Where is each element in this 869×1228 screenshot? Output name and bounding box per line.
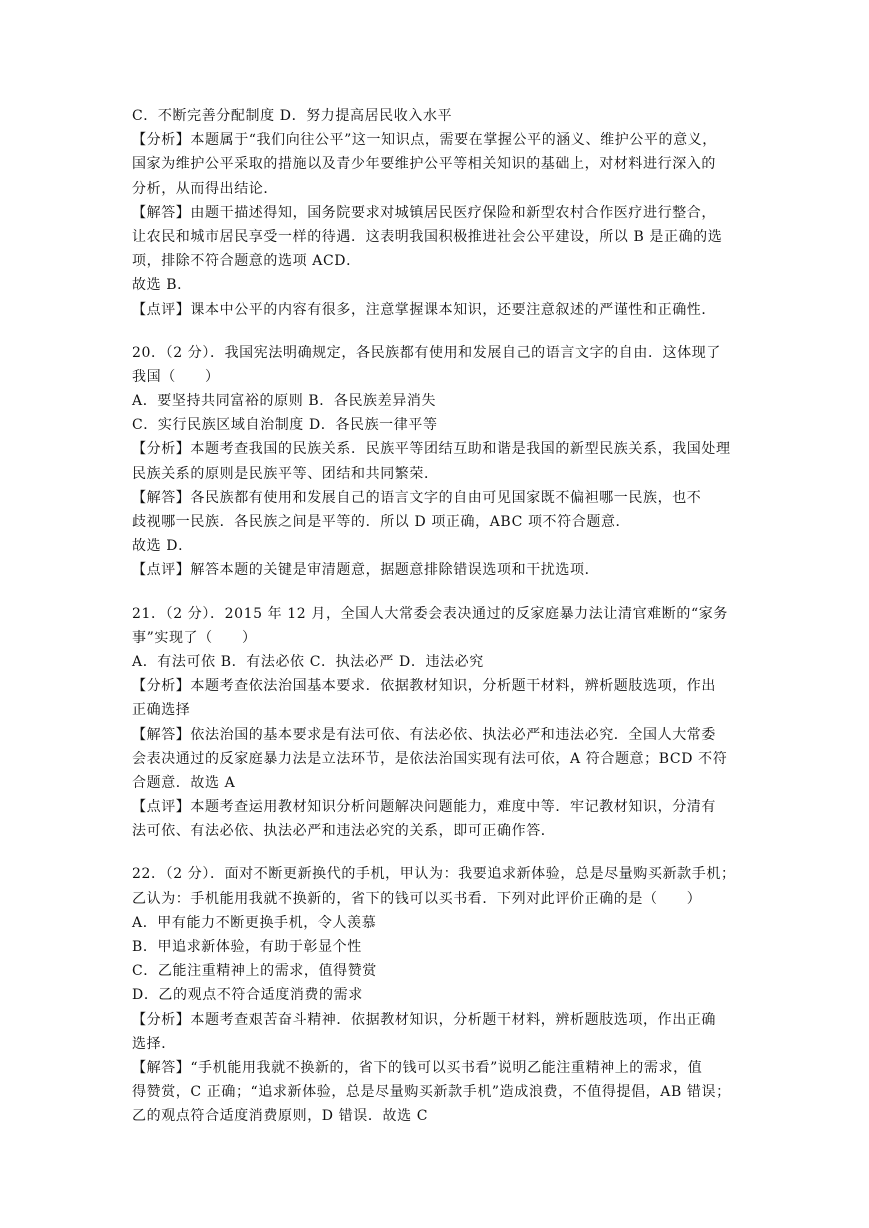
choice-line: 故选 D． [132,538,193,555]
text-line: 得赞赏，C 正确；“追求新体验，总是尽量购买新款手机”造成浪费，不值得提倡，AB 错误； [132,1084,731,1101]
comment-line: 【点评】本题考查运用教材知识分析问题解决问题能力，难度中等．牢记教材知识，分清有 [132,799,716,816]
option-line: B．甲追求新体验，有助于彰显个性 [132,939,362,955]
block-gap [132,583,749,602]
comment-line: 【点评】解答本题的关键是审清题意，据题意排除错误选项和干扰选项． [132,562,600,579]
text-line: 项，排除不符合题意的选项 ACD． [132,253,361,270]
text-line: 合题意．故选 A [132,774,236,791]
text-line: 法可依、有法必依、执法必严和违法必究的关系，即可正确作答． [132,823,556,840]
analysis-line: 【分析】本题考查艰苦奋斗精神．依据教材知识，分析题干材料，辨析题肢选项，作出正确 [132,1011,716,1028]
option-line: C．乙能注重精神上的需求，值得赞赏 [132,963,377,980]
option-line: A．要坚持共同富裕的原则 B．各民族差异消失 [132,393,437,410]
option-line: A．有法可依 B．有法必依 C．执法必严 D．违法必究 [132,653,484,670]
question-19-tail [132,104,749,322]
text-line: 正确选择 [132,702,191,719]
question-stem: 21．（2 分）．2015 年 12 月，全国人大常委会表决通过的反家庭暴力法让清官难断的“家务 [132,605,728,622]
question-stem: 22．（2 分）．面对不断更新换代的手机，甲认为：我要追求新体验，总是尽量购买新款手机； [132,866,736,883]
option-line: D．乙的观点不符合适度消费的需求 [132,987,363,1004]
question-stem: 我国（ ） [132,368,220,385]
block-gap [132,322,749,341]
text-line: 民族关系的原则是民族平等、团结和共同繁荣． [132,465,439,482]
text-line: 歧视哪一民族．各民族之间是平等的．所以 D 项正确，ABC 项不符合题意． [132,514,631,530]
text-line: 让农民和城市居民享受一样的待遇．这表明我国积极推进社会公平建设，所以 B 是正确的选 [132,228,723,245]
text-line: 国家为维护公平采取的措施以及青少年要维护公平等相关知识的基础上，对材料进行深入的 [132,156,716,173]
question-stem: 20．（2 分）．我国宪法明确规定，各民族都有使用和发展自己的语言文字的自由．这体现了 [132,344,721,361]
block-gap [132,843,749,862]
question-21 [132,602,749,844]
analysis-line: 【分析】本题属于“我们向往公平”这一知识点，需要在掌握公平的涵义、维护公平的意义， [132,132,717,149]
analysis-line: 【分析】本题考查依法治国基本要求．依据教材知识，分析题干材料，辨析题肢选项，作出 [132,678,716,695]
choice-line: 故选 B． [132,277,192,294]
answer-line: 【解答】“手机能用我就不换新的，省下的钱可以买书看”说明乙能注重精神上的需求，值 [132,1059,703,1076]
question-stem: 乙认为：手机能用我就不换新的，省下的钱可以买书看．下列对此评价正确的是（ ） [132,890,702,907]
analysis-line: 【分析】本题考查我国的民族关系．民族平等团结互助和谐是我国的新型民族关系，我国处理 [132,441,731,458]
text-line: 选择． [132,1035,176,1052]
option-line: C．实行民族区域自治制度 D．各民族一律平等 [132,417,438,434]
option-line: A．甲有能力不断更换手机，令人羡慕 [132,914,377,931]
question-22 [132,862,749,1128]
answer-line: 【解答】由题干描述得知，国务院要求对城镇居民医疗保险和新型农村合作医疗进行整合， [132,204,716,221]
text-line: 会表决通过的反家庭暴力法是立法环节，是依法治国实现有法可依，A 符合题意；BCD 不符 [132,750,728,767]
question-20 [132,341,749,583]
text-line: 乙的观点符合适度消费原则，D 错误．故选 C [132,1108,429,1125]
question-stem: 事”实现了（ ） [132,629,257,646]
comment-line: 【点评】课本中公平的内容有很多，注意掌握课本知识，还要注意叙述的严谨性和正确性． [132,301,716,318]
answer-line: 【解答】各民族都有使用和发展自己的语言文字的自由可见国家既不偏袒哪一民族，也不 [132,489,702,506]
text-line: C．不断完善分配制度 D．努力提高居民收入水平 [132,108,453,124]
text-line: 分析，从而得出结论． [132,180,278,197]
answer-line: 【解答】依法治国的基本要求是有法可依、有法必依、执法必严和违法必究．全国人大常委 [132,726,716,743]
